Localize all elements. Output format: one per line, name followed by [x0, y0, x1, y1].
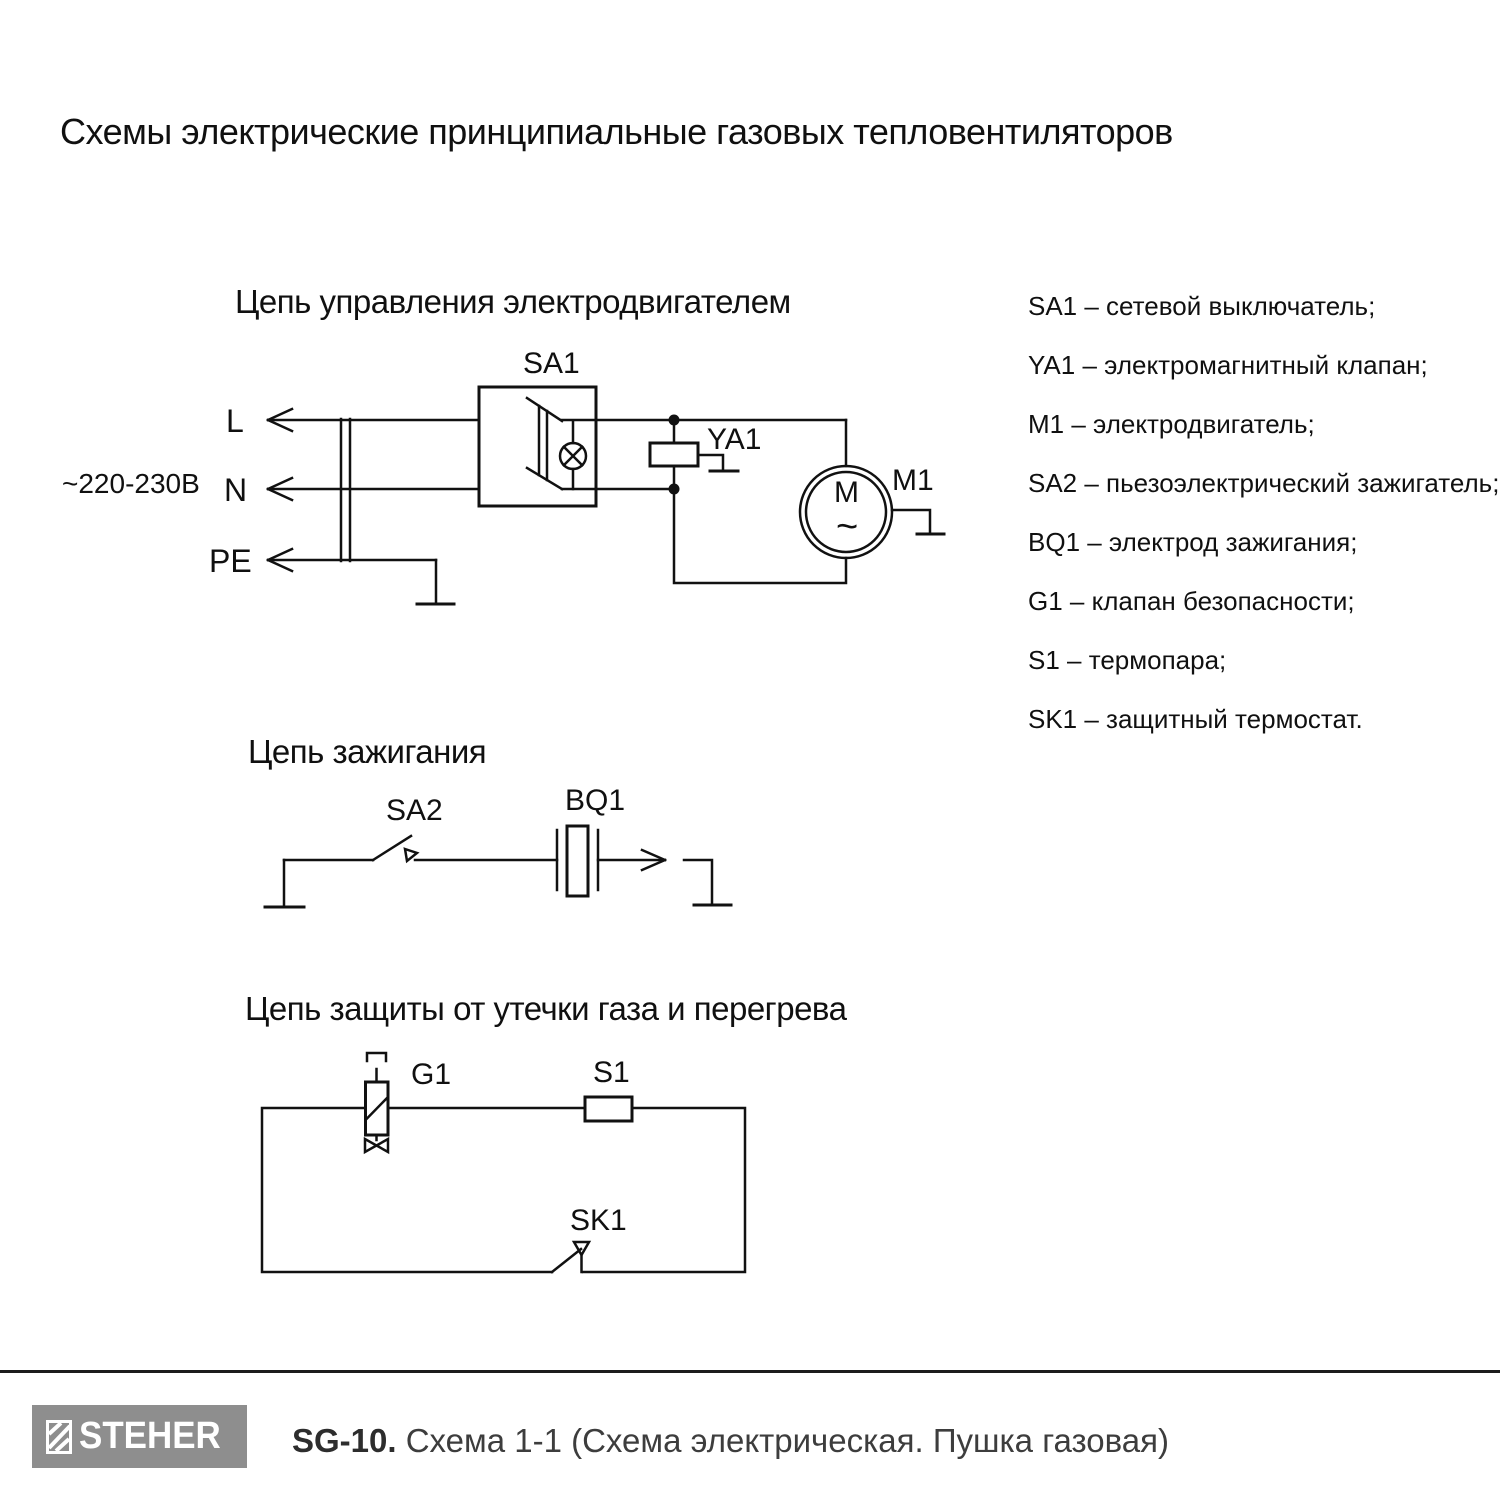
brand-name: STEHER: [79, 1415, 222, 1457]
legend-item-s1: S1 – термопара;: [1028, 645, 1227, 675]
ground-icon: [892, 510, 944, 534]
legend-item-m1: M1 – электродвигатель;: [1028, 409, 1315, 439]
ignition-circuit-symbolic: [265, 826, 731, 907]
sa1-label: SA1: [523, 347, 580, 380]
ground-icon: [417, 560, 454, 604]
sa2-piezo-switch-symbol: [373, 836, 417, 861]
return-wire: [674, 489, 846, 583]
legend-item-bq1: BQ1 – электрод зажигания;: [1028, 527, 1358, 557]
g1-label: G1: [411, 1058, 452, 1091]
terminal-pe-label: PE: [209, 543, 252, 579]
m1-label: M1: [892, 464, 934, 497]
footer-caption: [292, 1422, 1169, 1460]
motor-ac-sign: ~: [836, 506, 859, 548]
footer-divider: [0, 1370, 1500, 1373]
legend-item-ya1: YA1 – электромагнитный клапан;: [1028, 350, 1428, 380]
legend-item-g1: G1 – клапан безопасности;: [1028, 586, 1355, 616]
brand-logo: [32, 1405, 247, 1468]
motor-letter: M: [834, 476, 859, 509]
sk1-thermostat-symbol: [552, 1242, 589, 1272]
circuit3-title: Цепь защиты от утечки газа и перегрева: [245, 990, 847, 1027]
sk1-label: SK1: [570, 1204, 627, 1237]
valve-bowtie-icon: [365, 1135, 388, 1152]
steher-logo-mark-icon: [45, 1419, 73, 1455]
bq1-label: BQ1: [565, 784, 626, 817]
ground-icon: [684, 860, 731, 905]
ya1-label: YA1: [707, 423, 762, 456]
terminal-n-label: N: [224, 472, 248, 508]
model-number: SG-10.: [292, 1422, 397, 1459]
protection-circuit-symbolic: [262, 1053, 745, 1272]
legend: [1028, 290, 1499, 736]
legend-item-sa1: SA1 – сетевой выключатель;: [1028, 291, 1376, 321]
terminal-l-label: L: [226, 403, 244, 439]
scheme-description: Схема 1-1 (Схема электрическая. Пушка газовая): [405, 1422, 1169, 1459]
legend-item-sa2: SA2 – пьезоэлектрический зажигатель;: [1028, 468, 1500, 498]
sa2-label: SA2: [386, 794, 443, 827]
s1-label: S1: [593, 1056, 630, 1089]
circuit1-title: Цепь управления электродвигателем: [235, 283, 791, 320]
protection-loop-wire: [262, 1108, 745, 1272]
g1-safety-valve-symbol: [365, 1053, 388, 1152]
page-title: Схемы электрические принципиальные газовых тепловентиляторов: [60, 111, 1173, 152]
circuit2-title: Цепь зажигания: [248, 733, 487, 770]
voltage-label: ~220-230В: [62, 468, 200, 499]
ground-icon: [265, 860, 304, 907]
s1-thermocouple-symbol: [585, 1097, 632, 1121]
bq1-electrode-symbol: [557, 826, 598, 896]
legend-item-sk1: SK1 – защитный термостат.: [1028, 704, 1363, 734]
ground-icon: [698, 455, 738, 471]
